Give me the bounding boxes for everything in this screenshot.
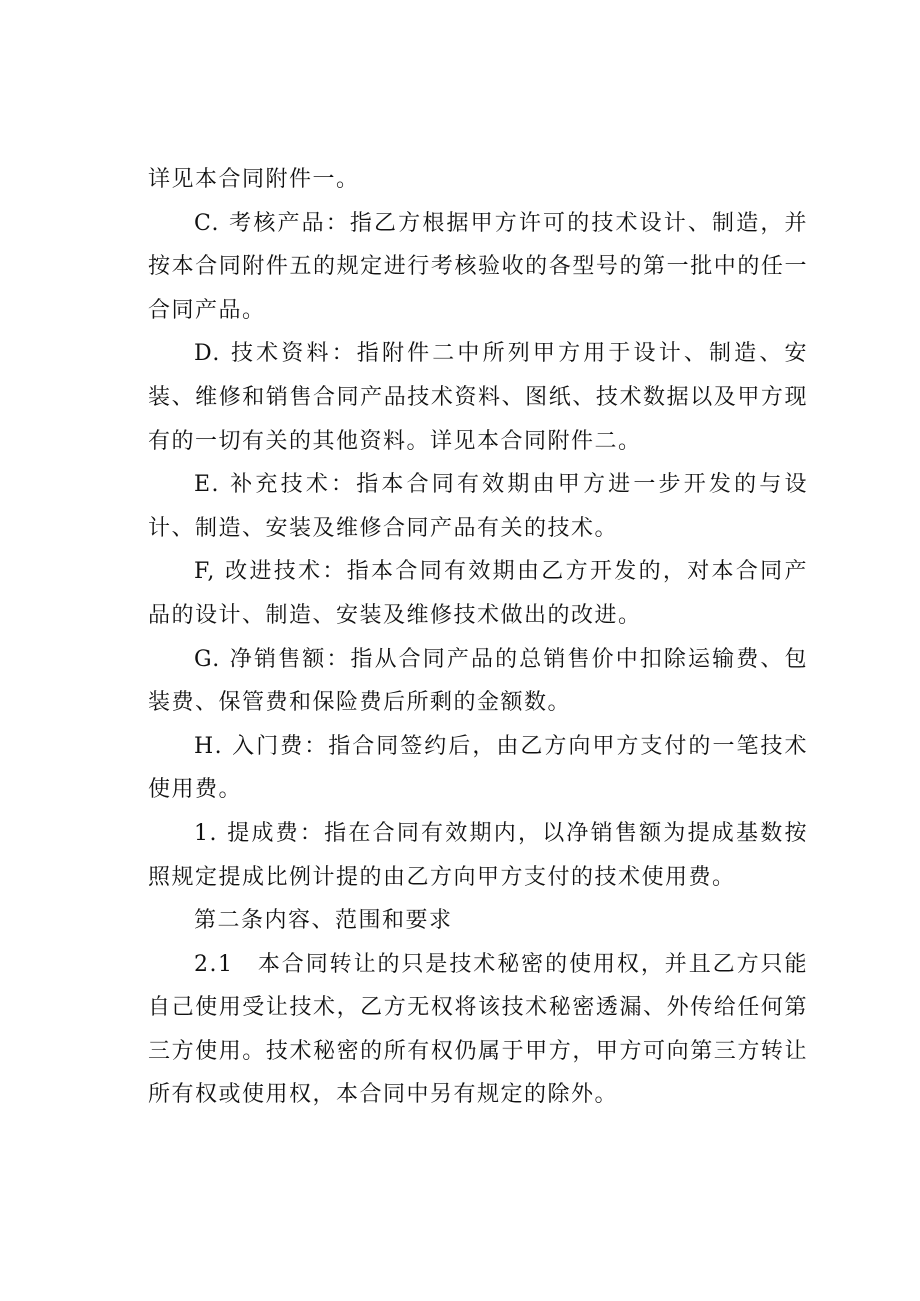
definition-f-improved-technology: F, 改进技术：指本合同有效期由乙方开发的，对本合同产品的设计、制造、安装及维修技术做出的改进。	[148, 559, 808, 628]
clause-2-1: 2.1 本合同转让的只是技术秘密的使用权，并且乙方只能自己使用受让技术，乙方无权将该技术秘密透漏、外传给任何第三方使用。技术秘密的所有权仍属于甲方，甲方可向第三方转让所有权或使用权，本合同中另有规定的除外。	[148, 951, 808, 1108]
definition-g-net-sales: G. 净销售额：指从合同产品的总销售价中扣除运输费、包装费、保管费和保险费后所剩的金额数。	[148, 646, 808, 716]
article-2-heading: 第二条内容、范围和要求	[194, 908, 453, 934]
definition-h-entry-fee: H. 入门费：指合同签约后，由乙方向甲方支付的一笔技术使用费。	[148, 733, 808, 803]
definition-c-assessment-product: C. 考核产品：指乙方根据甲方许可的技术设计、制造，并按本合同附件五的规定进行考核验收的各型号的第一批中的任一合同产品。	[148, 210, 808, 323]
definition-d-technical-data: D. 技术资料：指附件二中所列甲方用于设计、制造、安装、维修和销售合同产品技术资料、图纸、技术数据以及甲方现有的一切有关的其他资料。详见本合同附件二。	[148, 341, 808, 454]
definition-i-royalty: 1. 提成费：指在合同有效期内，以净销售额为提成基数按照规定提成比例计提的由乙方向甲方支付的技术使用费。	[148, 820, 808, 890]
document-body	[148, 158, 808, 1117]
definition-e-supplementary-technology: E. 补充技术：指本合同有效期由甲方进一步开发的与设计、制造、安装及维修合同产品有关的技术。	[148, 472, 808, 541]
paragraph-continuation: 详见本合同附件一。	[148, 167, 360, 192]
